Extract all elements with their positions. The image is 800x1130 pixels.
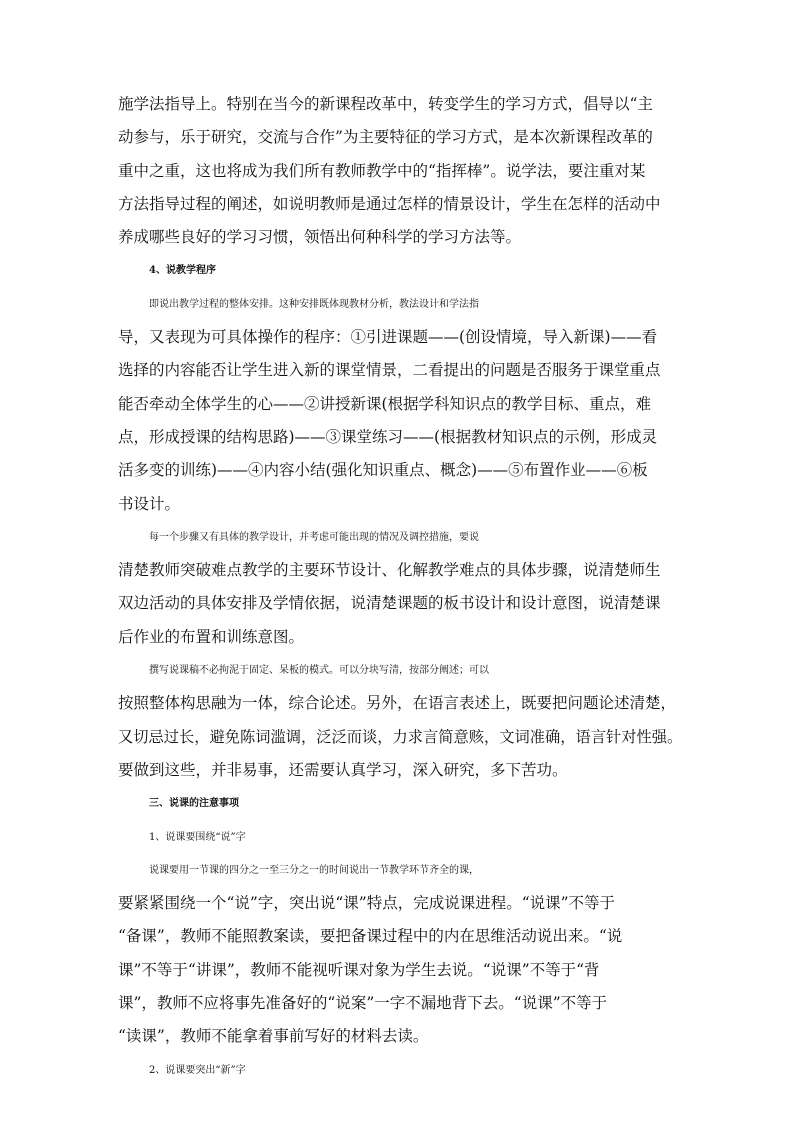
text-line: 方法指导过程的阐述，如说明教师是通过怎样的情景设计，学生在怎样的活动中: [118, 194, 661, 213]
text-line: 后作业的布置和训练意图。: [118, 627, 305, 646]
text-line: 导，又表现为可具体操作的程序：①引进课题——(创设情境，导入新课)——看: [118, 328, 658, 347]
text-line: 2、说课要突出“新”字: [149, 1064, 246, 1076]
text-line: “备课”，教师不能照教案读，要把备课过程中的内在思维活动说出来。“说: [118, 927, 623, 946]
text-line: 按照整体构思融为一体，综合论述。另外，在语言表述上，既要把问题论述清楚，: [118, 694, 677, 713]
text-line: 活多变的训练)——④内容小结(强化知识重点、概念)——⑤布置作业——⑥板: [118, 461, 648, 480]
text-line: 1、说课要围绕“说”字: [149, 831, 246, 843]
text-line: 课”，教师不应将事先准备好的“说案”一字不漏地背下去。“说课”不等于: [118, 994, 608, 1013]
text-line: 课”不等于“讲课”，教师不能视听课对象为学生去说。“说课”不等于“背: [118, 960, 600, 979]
text-line: 双边活动的具体安排及学情依据，说清楚课题的板书设计和设计意图，说清楚课: [118, 594, 661, 613]
text-line: 要紧紧围绕一个“说”字，突出说“课”特点，完成说课进程。“说课”不等于: [118, 894, 616, 913]
text-line: 选择的内容能否让学生进入新的课堂情景，二看提出的问题是否服务于课堂重点: [118, 361, 661, 380]
text-line: 动参与，乐于研究，交流与合作”为主要特征的学习方式，是本次新课程改革的: [118, 128, 653, 147]
text-line: 撰写说课稿不必拘泥于固定、呆板的模式。可以分块写清，按部分阐述；可以: [149, 665, 489, 677]
text-line: 点，形成授课的结构思路)——③课堂练习——(根据教材知识点的示例，形成灵: [118, 427, 658, 446]
document-page: [118, 88, 686, 1087]
text-line: 书设计。: [118, 494, 181, 513]
text-line: 要做到这些，并非易事，还需要认真学习，深入研究，多下苦功。: [118, 760, 568, 779]
text-line: 说课要用一节课的四分之一至三分之一的时间说出一节教学环节齐全的课，: [149, 864, 479, 876]
text-line: “读课”，教师不能拿着事前写好的材料去读。: [118, 1027, 429, 1046]
text-line: 养成哪些良好的学习习惯，领悟出何种科学的学习方法等。: [118, 228, 522, 247]
text-line: 每一个步骤又有具体的教学设计，并考虑可能出现的情况及调控措施，要说: [149, 531, 479, 543]
text-line: 又切忌过长，避免陈词滥调，泛泛而谈，力求言简意赅，文词准确，语言针对性强。: [118, 727, 683, 746]
section-heading: 三、说课的注意事项: [149, 798, 239, 810]
text-line: 重中之重，这也将成为我们所有教师教学中的“指挥棒”。说学法，要注重对某: [118, 161, 646, 180]
text-line: 即说出教学过程的整体安排。这种安排既体现教材分析，教法设计和学法指: [149, 298, 479, 310]
text-line: 施学法指导上。特别在当今的新课程改革中，转变学生的学习方式，倡导以“主: [118, 95, 653, 113]
section-heading: 4、说教学程序: [149, 265, 216, 277]
text-line: 能否牵动全体学生的心——②讲授新课(根据学科知识点的教学目标、重点，难: [118, 394, 652, 413]
text-line: 清楚教师突破难点教学的主要环节设计、化解教学难点的具体步骤，说清楚师生: [118, 561, 661, 580]
